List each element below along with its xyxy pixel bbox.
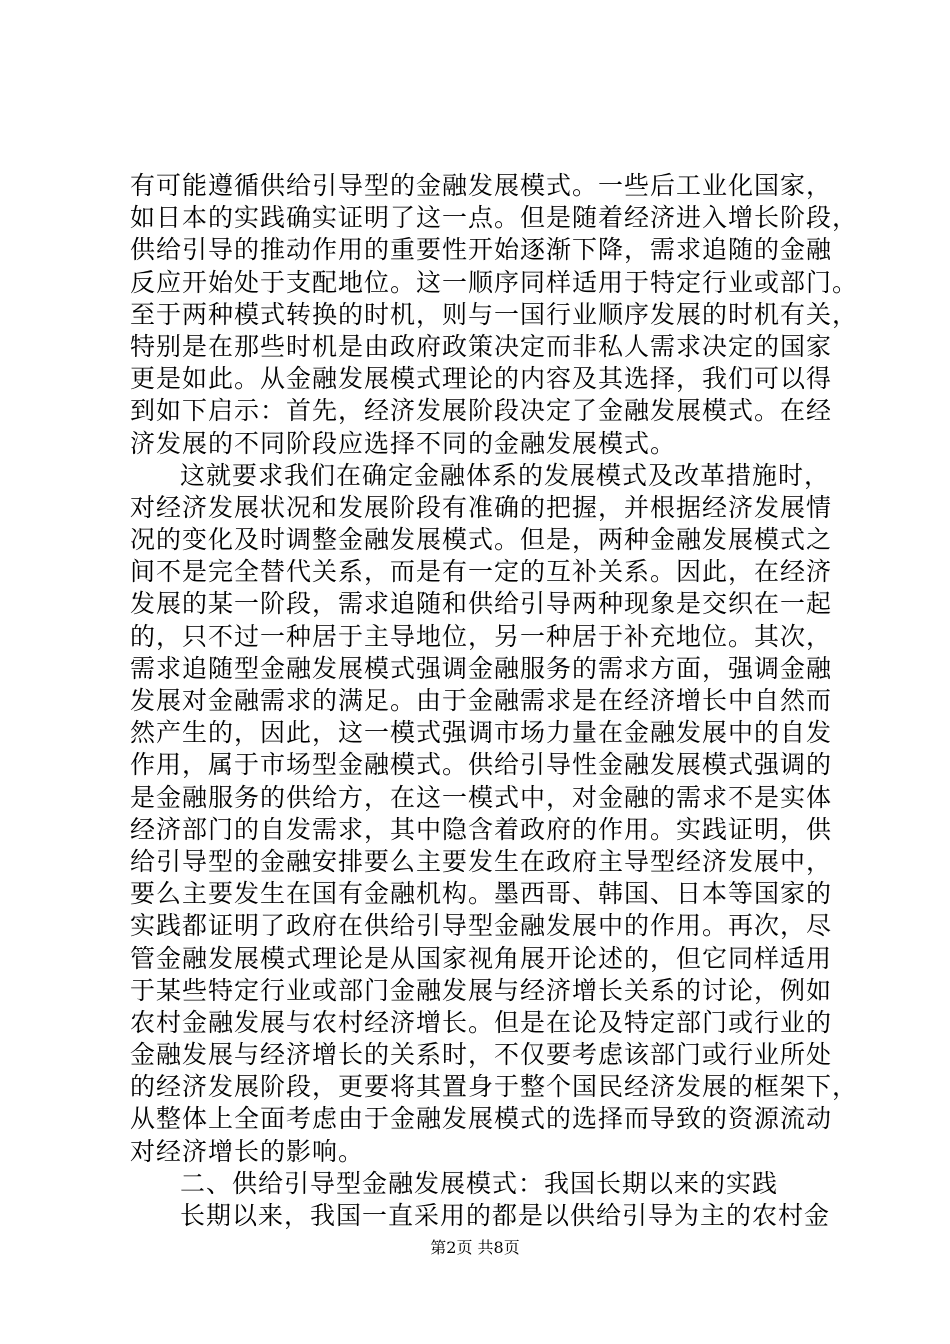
text-line: 间不是完全替代关系，而是有一定的互补关系。因此，在经济: [130, 557, 833, 587]
text-line: 金融发展与经济增长的关系时，不仅要考虑该部门或行业所处: [130, 1040, 833, 1070]
section-heading: 二、供给引导型金融发展模式：我国长期以来的实践: [180, 1168, 779, 1198]
text-line: 供给引导的推动作用的重要性开始逐渐下降，需求追随的金融: [130, 235, 833, 265]
text-line: 作用，属于市场型金融模式。供给引导性金融发展模式强调的: [130, 750, 833, 780]
text-line: 发展对金融需求的满足。由于金融需求是在经济增长中自然而: [130, 686, 833, 715]
text-line: 的，只不过一种居于主导地位，另一种居于补充地位。其次，: [130, 621, 833, 651]
text-line: 然产生的，因此，这一模式强调市场力量在金融发展中的自发: [130, 718, 833, 748]
text-line: 这就要求我们在确定金融体系的发展模式及改革措施时，: [180, 460, 831, 490]
text-line: 实践都证明了政府在供给引导型金融发展中的作用。再次，尽: [130, 911, 833, 941]
page-footer: [0, 1238, 950, 1258]
text-line: 是金融服务的供给方，在这一模式中，对金融的需求不是实体: [130, 782, 833, 812]
text-line: 需求追随型金融发展模式强调金融服务的需求方面，强调金融: [130, 653, 833, 683]
text-line: 到如下启示：首先，经济发展阶段决定了金融发展模式。在经: [130, 396, 833, 426]
text-line: 对经济发展状况和发展阶段有准确的把握，并根据经济发展情: [130, 492, 833, 522]
text-line: 从整体上全面考虑由于金融发展模式的选择而导致的资源流动: [130, 1104, 833, 1134]
text-line: 经济部门的自发需求，其中隐含着政府的作用。实践证明，供: [130, 814, 833, 844]
text-line: 管金融发展模式理论是从国家视角展开论述的，但它同样适用: [130, 943, 833, 973]
text-line: 反应开始处于支配地位。这一顺序同样适用于特定行业或部门。: [130, 267, 859, 297]
text-line: 发展的某一阶段，需求追随和供给引导两种现象是交织在一起: [130, 589, 833, 619]
text-line: 于某些特定行业或部门金融发展与经济增长关系的讨论，例如: [130, 975, 833, 1005]
text-line: 对经济增长的影响。: [130, 1136, 365, 1166]
text-line: 给引导型的金融安排要么主要发生在政府主导型经济发展中，: [130, 846, 833, 876]
page-number-label: 第2页 共8页: [430, 1238, 520, 1257]
text-line: 长期以来，我国一直采用的都是以供给引导为主的农村金: [180, 1201, 831, 1230]
body-text: [130, 170, 859, 1232]
text-line: 至于两种模式转换的时机，则与一国行业顺序发展的时机有关，: [130, 299, 859, 329]
text-line: 农村金融发展与农村经济增长。但是在论及特定部门或行业的: [130, 1007, 833, 1037]
text-line: 更是如此。从金融发展模式理论的内容及其选择，我们可以得: [130, 364, 833, 394]
text-line: 济发展的不同阶段应选择不同的金融发展模式。: [130, 428, 677, 458]
text-line: 况的变化及时调整金融发展模式。但是，两种金融发展模式之: [130, 525, 833, 555]
text-line: 如日本的实践确实证明了这一点。但是随着经济进入增长阶段，: [130, 203, 859, 233]
text-line: 的经济发展阶段，更要将其置身于整个国民经济发展的框架下，: [130, 1072, 859, 1102]
text-line: 有可能遵循供给引导型的金融发展模式。一些后工业化国家，: [130, 171, 833, 200]
text-line: 要么主要发生在国有金融机构。墨西哥、韩国、日本等国家的: [130, 879, 833, 909]
text-line: 特别是在那些时机是由政府政策决定而非私人需求决定的国家: [130, 331, 833, 361]
